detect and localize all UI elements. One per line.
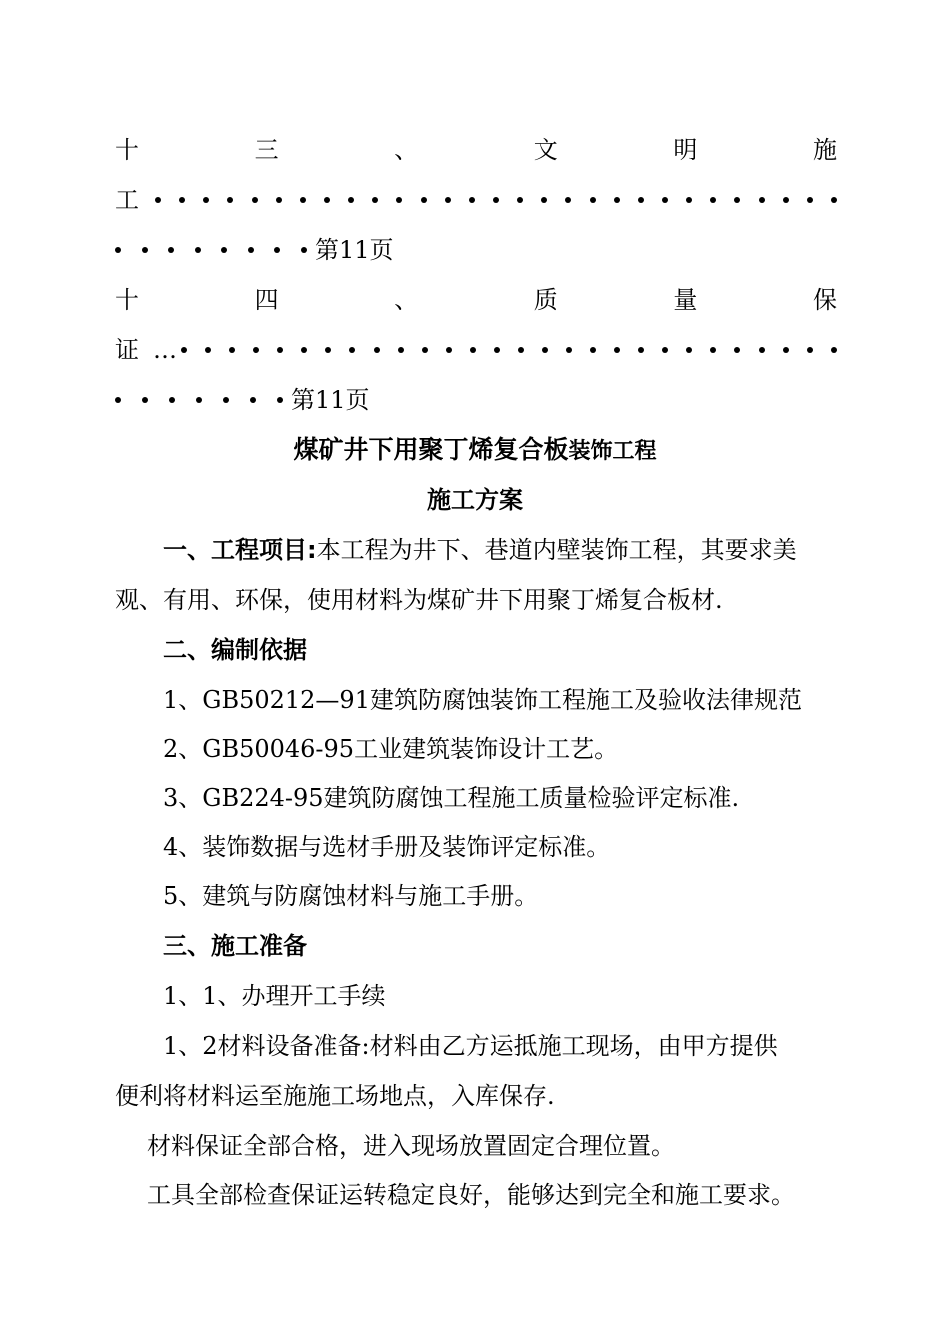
prep-item-2-line2: 便利将材料运至施施工场地点，入库保存.	[115, 1082, 555, 1110]
title-small: 装饰工程	[568, 439, 657, 464]
prep-paragraph-2: 工具全部检查保证运转稳定良好，能够达到完全和施工要求。	[147, 1181, 795, 1209]
leader-dot	[470, 347, 476, 353]
document-title	[0, 425, 950, 475]
section-1-line2: 观、有用、环保，使用材料为煤矿井下用聚丁烯复合板材.	[115, 586, 723, 614]
leader-dot	[274, 247, 280, 253]
leader-dot	[783, 197, 789, 203]
leader-dot	[300, 197, 306, 203]
toc-item-14-line2	[115, 325, 837, 375]
leader-dot	[227, 197, 233, 203]
leader-dot	[541, 197, 547, 203]
section-1-line1	[115, 525, 885, 575]
leader-dot	[253, 347, 259, 353]
leader-dot	[250, 397, 256, 403]
leader-dot	[686, 347, 692, 353]
leader-dot	[831, 197, 837, 203]
leader-dot	[422, 347, 428, 353]
section-1-heading: 一、工程项目:	[163, 536, 317, 564]
prep-item-1: 1、1、办理开工手续	[163, 982, 386, 1010]
leader-dot	[518, 347, 524, 353]
toc-char: 三	[254, 136, 279, 164]
prep-paragraph-1: 材料保证全部合格，进入现场放置固定合理位置。	[147, 1132, 675, 1160]
leader-dot	[759, 347, 765, 353]
toc-char: 十	[115, 136, 139, 164]
leader-dot	[566, 347, 572, 353]
leader-dot	[196, 397, 202, 403]
leader-dot	[277, 397, 283, 403]
toc-char: 、	[394, 136, 419, 164]
section-3-heading: 三、施工准备	[163, 932, 307, 960]
reference-item-1: 1、GB50212—91建筑防腐蚀装饰工程施工及验收法律规范	[163, 686, 802, 714]
leader-dot	[590, 347, 596, 353]
leader-dot	[686, 197, 692, 203]
leader-dot	[494, 347, 500, 353]
leader-dot	[421, 197, 427, 203]
section-2-heading: 二、编制依据	[163, 636, 307, 664]
leader-dots	[155, 197, 837, 203]
toc-char: 证	[115, 336, 139, 364]
leader-dot	[638, 197, 644, 203]
toc-char: 四	[254, 286, 279, 314]
toc-char: 文	[533, 136, 558, 164]
leader-dot	[115, 397, 121, 403]
leader-dot	[115, 247, 121, 253]
leader-dot	[168, 247, 174, 253]
reference-item-3: 3、GB224-95建筑防腐蚀工程施工质量检验评定标准.	[163, 784, 740, 812]
leader-dot	[348, 197, 354, 203]
toc-item-14-line1	[115, 275, 837, 325]
reference-item-2: 2、GB50046-95工业建筑装饰设计工艺。	[163, 735, 619, 763]
leader-dot	[710, 347, 716, 353]
leader-dot	[590, 197, 596, 203]
toc-char: 工	[115, 186, 139, 214]
leader-dot	[325, 347, 331, 353]
reference-item-4: 4、装饰数据与选材手册及装饰评定标准。	[163, 833, 611, 861]
leader-dot	[324, 197, 330, 203]
leader-dot	[276, 197, 282, 203]
leader-dot	[301, 247, 307, 253]
leader-dot	[493, 197, 499, 203]
leader-dot	[396, 197, 402, 203]
toc-char: 、	[394, 286, 419, 314]
leader-dot	[398, 347, 404, 353]
toc-char: 施	[812, 136, 837, 164]
leader-dot	[229, 347, 235, 353]
toc-ellipsis: …	[153, 336, 177, 364]
toc-item-13-line1	[115, 125, 837, 175]
leader-dot	[205, 347, 211, 353]
leader-dot	[759, 197, 765, 203]
reference-item-5: 5、建筑与防腐蚀材料与施工手册。	[163, 882, 539, 910]
leader-dot	[542, 347, 548, 353]
leader-dots	[115, 247, 307, 253]
leader-dot	[446, 347, 452, 353]
leader-dot	[614, 197, 620, 203]
prep-item-2-line1: 1、2材料设备准备:材料由乙方运抵施工现场，由甲方提供	[163, 1032, 778, 1060]
leader-dot	[374, 347, 380, 353]
toc-page-number: 第11页	[315, 236, 394, 264]
leader-dot	[565, 197, 571, 203]
toc-item-14-line3	[115, 375, 837, 425]
toc-char: 量	[673, 286, 698, 314]
leader-dot	[179, 197, 185, 203]
leader-dot	[248, 247, 254, 253]
leader-dot	[734, 197, 740, 203]
leader-dot	[638, 347, 644, 353]
leader-dot	[349, 347, 355, 353]
toc-char: 保	[812, 286, 837, 314]
leader-dot	[223, 397, 229, 403]
toc-item-13-line2	[115, 175, 837, 225]
leader-dot	[301, 347, 307, 353]
title-main: 煤矿井下用聚丁烯复合板	[293, 435, 569, 464]
leader-dot	[469, 197, 475, 203]
leader-dot	[831, 347, 837, 353]
leader-dot	[277, 347, 283, 353]
leader-dot	[807, 347, 813, 353]
toc-char: 十	[115, 286, 139, 314]
leader-dot	[142, 397, 148, 403]
toc-char: 明	[673, 136, 698, 164]
leader-dot	[517, 197, 523, 203]
leader-dot	[372, 197, 378, 203]
leader-dot	[614, 347, 620, 353]
leader-dot	[195, 247, 201, 253]
leader-dot	[142, 247, 148, 253]
leader-dot	[181, 347, 187, 353]
section-1-text: 本工程为井下、巷道内壁装饰工程，其要求美	[316, 536, 797, 564]
toc-item-13-line3	[115, 225, 837, 275]
toc-page-number: 第11页	[291, 386, 370, 414]
leader-dot	[155, 197, 161, 203]
leader-dot	[221, 247, 227, 253]
leader-dot	[783, 347, 789, 353]
leader-dot	[662, 347, 668, 353]
document-subtitle: 施工方案	[427, 486, 523, 514]
leader-dot	[662, 197, 668, 203]
leader-dot	[169, 397, 175, 403]
toc-char: 质	[533, 286, 558, 314]
leader-dot	[807, 197, 813, 203]
leader-dots	[115, 397, 283, 403]
leader-dot	[445, 197, 451, 203]
leader-dots	[181, 347, 837, 353]
leader-dot	[734, 347, 740, 353]
leader-dot	[252, 197, 258, 203]
leader-dot	[710, 197, 716, 203]
leader-dot	[203, 197, 209, 203]
